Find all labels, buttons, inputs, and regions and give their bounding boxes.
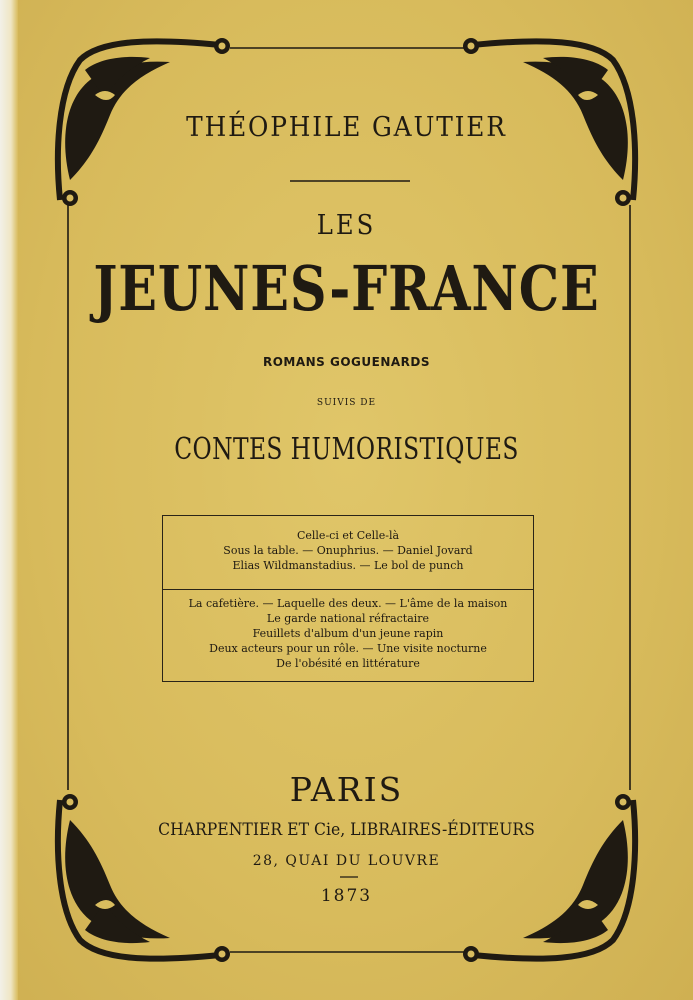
connector-text: SUIVIS DE [316,398,377,408]
imprint-publisher: CHARPENTIER ET Cie, LIBRAIRES-ÉDITEURS [158,820,535,840]
second-title: CONTES HUMORISTIQUES [174,432,519,467]
contents-group-1 [163,528,533,573]
contents-line: Deux acteurs pour un rôle. — Une visite nocturne [209,642,487,655]
imprint-city: PARIS [289,770,404,809]
contents-line: Le garde national réfractaire [266,612,430,625]
subtitle: ROMANS GOGUENARDS [262,355,431,369]
contents-line: Sous la table. — Onuphrius. — Daniel Jovard [223,544,473,557]
contents-divider [163,589,533,590]
contents-line: Feuillets d'album d'un jeune rapin [252,627,444,640]
contents-line: Celle-ci et Celle-là [296,529,400,542]
contents-line: Elias Wildmanstadius. — Le bol de punch [232,559,464,572]
contents-line: De l'obésité en littérature [276,657,420,670]
book-title: JEUNES-FRANCE [93,252,600,325]
imprint-address: 28, QUAI DU LOUVRE [252,853,441,869]
contents-box [162,515,534,682]
title-prefix: LES [316,210,377,241]
contents-line: La cafetière. — Laquelle des deux. — L'âme de la maison [188,597,508,610]
imprint-year: 1873 [320,886,373,906]
author-name: THÉOPHILE GAUTIER [186,112,507,143]
contents-group-2 [163,596,533,671]
